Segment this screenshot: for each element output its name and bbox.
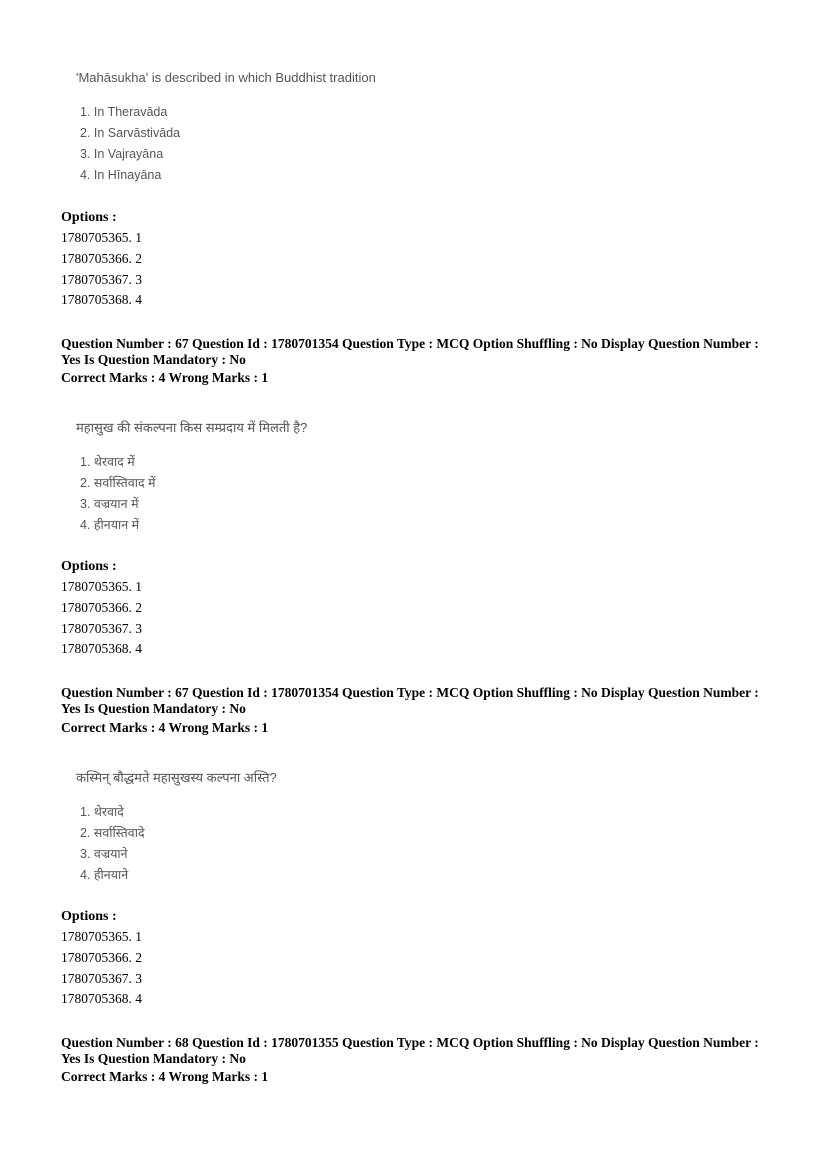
option-line: 1780705365. 1	[61, 579, 142, 594]
question-image-english	[76, 70, 436, 190]
question-stem: महासुख की संकल्पना किस सम्प्रदाय में मिलती है?	[76, 420, 308, 435]
question-image-option: 1. थेरवाद में	[80, 455, 135, 469]
marks-meta: Correct Marks : 4 Wrong Marks : 1	[61, 720, 269, 735]
option-line: 1780705368. 4	[61, 991, 142, 1006]
options-label: Options :	[61, 210, 117, 225]
option-line: 1780705367. 3	[61, 971, 142, 986]
question-meta: Question Number : 67 Question Id : 1780701354 Question Type : MCQ Option Shuffling : No Display Question Number : Yes Is Question Mandatory : No	[61, 336, 759, 367]
question-image-option: 2. In Sarvāstivāda	[80, 126, 181, 140]
option-line: 1780705367. 3	[61, 621, 142, 636]
option-line: 1780705368. 4	[61, 641, 142, 656]
option-line: 1780705367. 3	[61, 272, 142, 287]
question-image-option: 4. हीनयान में	[80, 518, 140, 532]
question-image-hindi	[76, 418, 436, 538]
question-image-option: 1. In Theravāda	[80, 105, 168, 119]
options-label: Options :	[61, 559, 117, 574]
marks-meta: Correct Marks : 4 Wrong Marks : 1	[61, 1069, 269, 1084]
question-image-option: 4. In Hīnayāna	[80, 168, 162, 182]
question-meta: Question Number : 67 Question Id : 1780701354 Question Type : MCQ Option Shuffling : No Display Question Number : Yes Is Question Mandatory : No	[61, 685, 759, 716]
question-meta: Question Number : 68 Question Id : 1780701355 Question Type : MCQ Option Shuffling : No Display Question Number : Yes Is Question Mandatory : No	[61, 1035, 759, 1066]
option-line: 1780705366. 2	[61, 950, 142, 965]
question-image-option: 3. In Vajrayāna	[80, 147, 164, 161]
question-image-option: 2. सर्वास्तिवाद में	[80, 476, 156, 490]
question-image-option: 4. हीनयाने	[80, 868, 129, 882]
option-line: 1780705365. 1	[61, 230, 142, 245]
question-image-option: 1. थेरवादे	[80, 805, 124, 819]
question-image-sanskrit	[76, 768, 436, 888]
option-line: 1780705366. 2	[61, 600, 142, 615]
question-image-option: 3. वज्रयाने	[80, 847, 128, 861]
question-image-option: 2. सर्वास्तिवादे	[80, 826, 145, 840]
question-stem: 'Mahāsukha' is described in which Buddhist tradition	[76, 70, 376, 85]
question-image-option: 3. वज्रयान में	[80, 497, 139, 511]
option-line: 1780705366. 2	[61, 251, 142, 266]
options-label: Options :	[61, 909, 117, 924]
marks-meta: Correct Marks : 4 Wrong Marks : 1	[61, 370, 269, 385]
question-stem: कस्मिन् बौद्धमते महासुखस्य कल्पना अस्ति?	[76, 770, 277, 785]
option-line: 1780705365. 1	[61, 929, 142, 944]
option-line: 1780705368. 4	[61, 292, 142, 307]
